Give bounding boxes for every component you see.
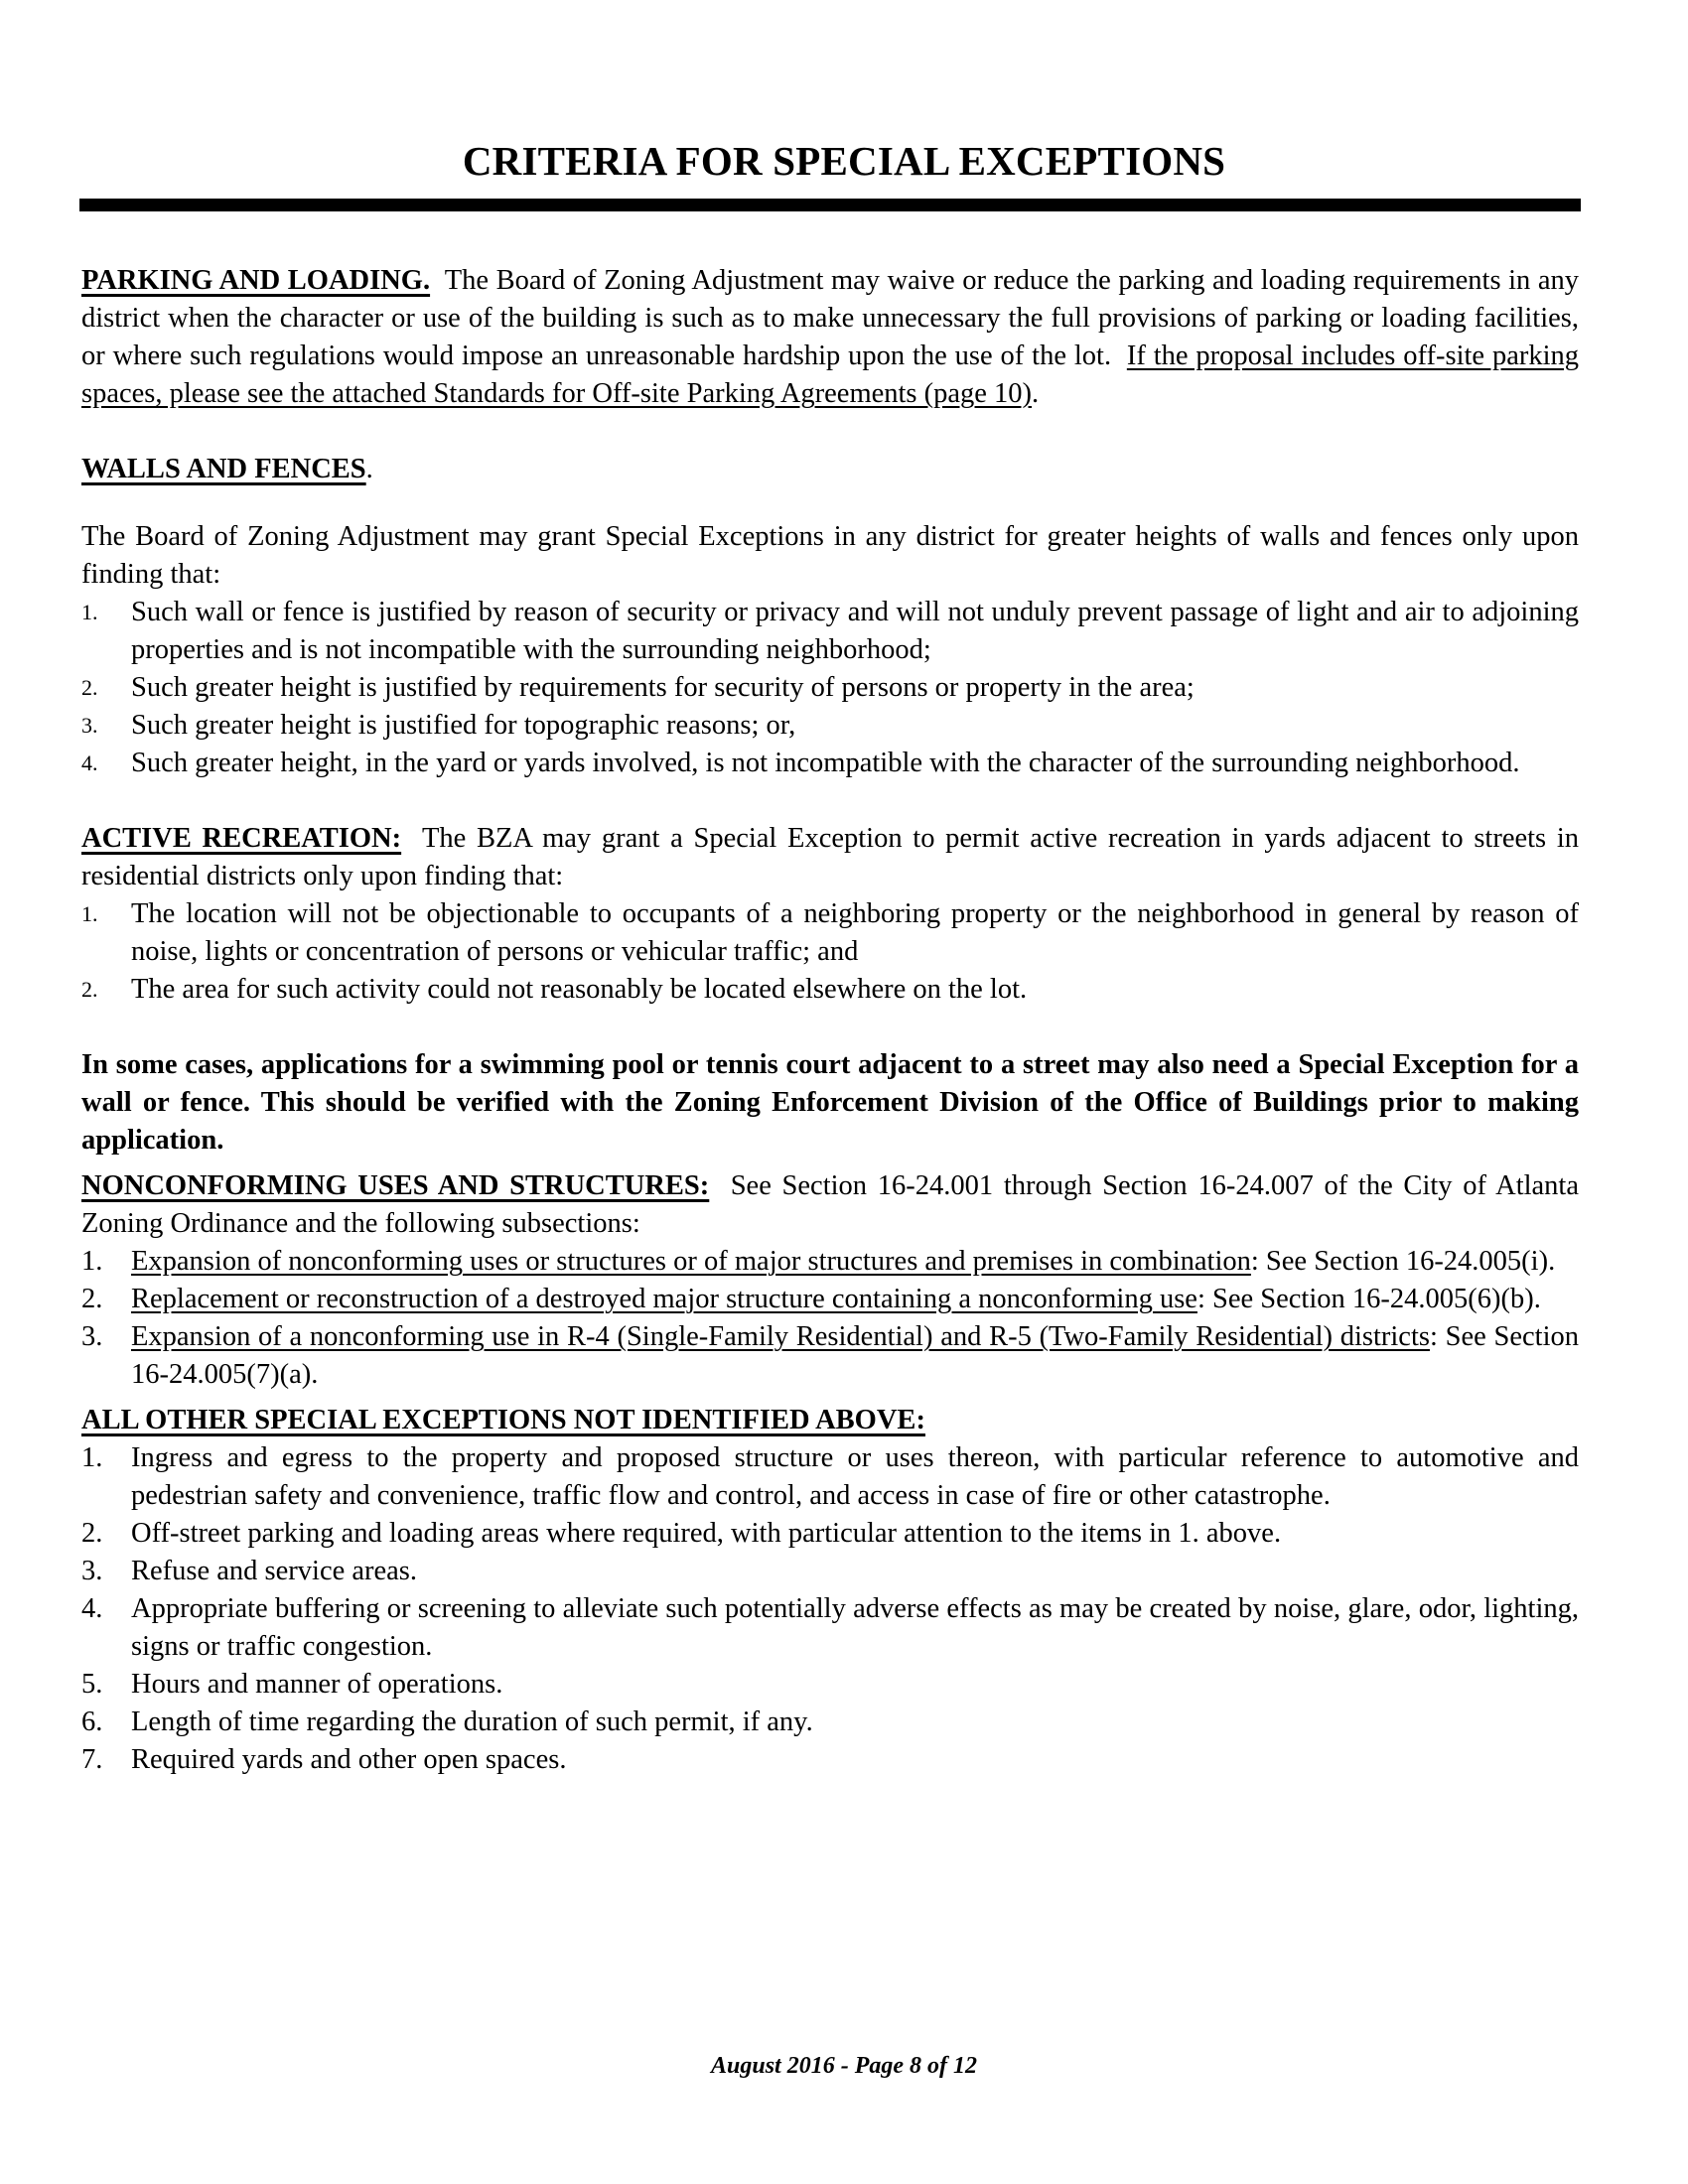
parking-loading-paragraph [81,262,1579,413]
walls-fences-intro: The Board of Zoning Adjustment may grant Special Exceptions in any district for greater heights of walls and fences only upon finding that: [81,521,1579,590]
walls-fences-list [81,594,1579,782]
parking-loading-heading: PARKING AND LOADING. [81,265,431,296]
list-item: 1. Expansion of nonconforming uses or structures or of major structures and premises in combination: See Section 16-24.005(i). [81,1246,1556,1277]
list-item: 2. Off-street parking and loading areas where required, with particular attention to the items in 1. above. [81,1518,1282,1549]
nonconforming-intro: See Section 16-24.001 through Section 16-24.007 of the City of Atlanta Zoning Ordinance and the following subsections: [81,1170,1579,1239]
list-item: 6. Length of time regarding the duration of such permit, if any. [81,1706,813,1737]
title-rule-divider [79,199,1581,211]
walls-fences-heading-line [81,451,1579,488]
list-item: 2. Replacement or reconstruction of a destroyed major structure containing a nonconforming use: See Section 16-24.005(6)(b). [81,1284,1541,1314]
document-body [81,262,1579,1779]
list-item: 2. The area for such activity could not reasonably be located elsewhere on the lot. [81,974,1028,1005]
active-recreation-list [81,895,1579,1009]
list-item: 3. Expansion of a nonconforming use in R-4 (Single-Family Residential) and R-5 (Two-Family Residential) districts: See Section 16-24.005(7)(a). [81,1321,1580,1390]
active-recreation-heading: ACTIVE RECREATION: [81,823,402,854]
pool-tennis-note: In some cases, applications for a swimming pool or tennis court adjacent to a street may also need a Special Exception for a wall or fence. This should be verified with the Zoning Enforcement Division of the Office of Buildings prior to making application. [81,1049,1579,1156]
page-footer: August 2016 - Page 8 of 12 [710,2053,977,2079]
period: . [1032,378,1040,409]
list-item: 3. Such greater height is justified for topographic reasons; or, [81,710,796,741]
list-item: 7. Required yards and other open spaces. [81,1744,567,1775]
list-item: 1. The location will not be objectionable to occupants of a neighboring property or the neighborhood in general by reason of noise, lights or concentration of persons or vehicular traffic; and [81,898,1579,967]
offsite-parking-note: If the proposal includes off-site parking spaces, please see the attached Standards for Off-site Parking Agreements (page 10) [81,341,1579,409]
all-other-list [81,1439,1579,1779]
nonconforming-paragraph [81,1167,1579,1243]
list-item: 2. Such greater height is justified by requirements for security of persons or property in the area; [81,672,1195,703]
nonconforming-list [81,1243,1579,1394]
active-recreation-intro: The BZA may grant a Special Exception to permit active recreation in yards adjacent to streets in residential districts only upon finding that: [81,823,1579,891]
nonconforming-heading: NONCONFORMING USES AND STRUCTURES: [81,1170,710,1201]
list-item: 1. Such wall or fence is justified by reason of security or privacy and will not unduly prevent passage of light and air to adjoining properties and is not incompatible with the surrounding neighborhood; [81,597,1579,665]
page-title: CRITERIA FOR SPECIAL EXCEPTIONS [462,138,1226,184]
list-item: 5. Hours and manner of operations. [81,1669,503,1700]
list-item: 3. Refuse and service areas. [81,1556,418,1586]
list-item: 4. Such greater height, in the yard or yards involved, is not incompatible with the character of the surrounding neighborhood. [81,748,1520,778]
period: . [365,454,373,484]
all-other-heading: ALL OTHER SPECIAL EXCEPTIONS NOT IDENTIFIED ABOVE: [81,1405,925,1435]
list-item: 4. Appropriate buffering or screening to alleviate such potentially adverse effects as may be created by noise, glare, odor, lighting, signs or traffic congestion. [81,1593,1579,1662]
list-item: 1. Ingress and egress to the property and proposed structure or uses thereon, with particular reference to automotive and pedestrian safety and convenience, traffic flow and control, and access in case of fire or other catastrophe. [81,1442,1579,1511]
parking-loading-body: The Board of Zoning Adjustment may waive or reduce the parking and loading requirements in any district when the character or use of the building is such as to make unnecessary the full provisions of parking or loading facilities, or where such regulations would impose an unreasonable hardship upon the use of the lot. [81,265,1579,371]
active-recreation-paragraph [81,820,1579,895]
all-other-heading-line [81,1402,1579,1439]
walls-fences-heading: WALLS AND FENCES [81,454,366,484]
